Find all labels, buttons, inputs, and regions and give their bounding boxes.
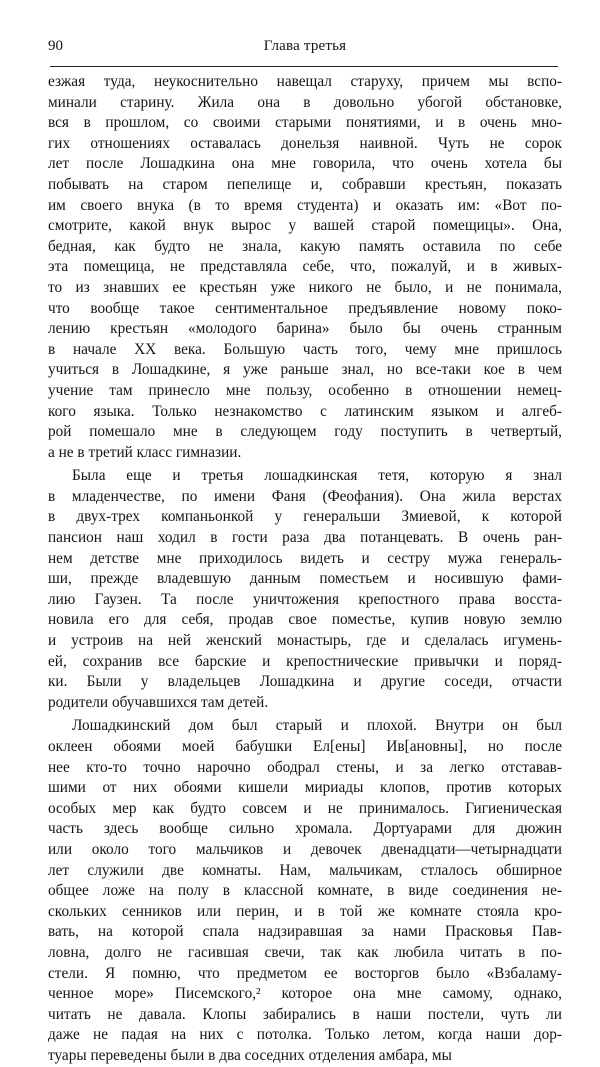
text-line: ченное море» Писемского,² которое она мне самому, однако, (48, 985, 562, 1003)
text-line: что вообще такое сентиментальное предъявление новому поко- (48, 299, 562, 317)
text-line: им своего внука (в то время студента) и оказать им: «Вот по- (48, 196, 562, 214)
text-line: кого языка. Только незнакомство с латинским языком и алгеб- (48, 402, 562, 420)
body-text (48, 72, 562, 1067)
page-number: 90 (48, 38, 63, 54)
text-line: рой помешало мне в следующем году поступить в четвертый, (48, 423, 562, 441)
text-line: смотрите, какой внук вырос у вашей старой помещицы». Она, (48, 217, 562, 235)
text-line: часть здесь вообще сильно хромала. Дортуарами для дюжин (48, 820, 562, 838)
text-line: родители обучавшихся там детей. (48, 693, 269, 711)
text-line: стели. Я помню, что предметом ее восторгов было «Взбаламу- (48, 964, 562, 982)
text-line: в младенчестве, по имени Фаня (Феофания). Она жила верстах (48, 487, 562, 505)
text-line: учение там принесло мне пользу, особенно в отношении немец- (48, 381, 562, 399)
text-line: и устроив на ней женский монастырь, где и сделалась игумень- (48, 632, 562, 650)
text-line: а не в третий класс гимназии. (48, 443, 242, 461)
text-line: туары переведены были в два соседних отделения амбара, мы (48, 1046, 452, 1064)
text-line: лет служили две комнаты. Нам, мальчикам, стлалось обширное (48, 861, 562, 879)
text-line: Была еще и третья лошадкинская тетя, которую я знал (72, 467, 562, 485)
text-line: вся в прошлом, со своими старыми понятиями, и в очень мно- (48, 114, 562, 132)
text-line: минали старину. Жила она в довольно убогой обстановке, (48, 93, 562, 111)
header-rule (50, 66, 558, 67)
paragraph (48, 466, 562, 713)
text-line: лию Гаузен. Та после уничтожения крепостного права восста- (48, 590, 562, 608)
text-line: особых мер как будто совсем и не принималось. Гигиеническая (48, 799, 562, 817)
text-line: ки. Были у владельцев Лошадкина и другие соседи, отчасти (48, 673, 562, 691)
text-line: нее кто-то точно нарочно ободрал стены, и за легко отставав- (48, 758, 562, 776)
text-line: бедная, как будто не знала, какую память оставила по себе (48, 237, 562, 255)
paragraph (48, 72, 562, 463)
text-line: ши, прежде владевшую данным поместьем и носившую фами- (48, 570, 562, 588)
text-line: в начале XX века. Большую часть того, чему мне пришлось (48, 340, 562, 358)
text-line: ей, сохранив все барские и крепостнические привычки и поряд- (48, 652, 562, 670)
text-line: побывать на старом пепелище и, собравши крестьян, показать (48, 175, 562, 193)
text-line: лет после Лошадкина она мне говорила, что очень хотела бы (48, 155, 562, 173)
text-line: гих отношениях оставалась донельзя наивной. Чуть не сорок (48, 134, 562, 152)
text-line: новила его для себя, продав свое поместье, купив новую землю (48, 611, 562, 629)
text-line: шими от них обоями кишели мириады клопов, против которых (48, 779, 562, 797)
text-line: лению крестьян «молодого барина» было бы очень странным (48, 320, 562, 338)
running-title: Глава третья (263, 38, 347, 54)
text-line: в двух-трех компаньонкой у генеральши Змиевой, к которой (48, 508, 562, 526)
text-line: Лошадкинский дом был старый и плохой. Внутри он был (72, 717, 562, 735)
text-line: эта помещица, не представляла себе, что, пожалуй, и в живых- (48, 258, 562, 276)
text-line: читать не давала. Клопы забирались в наши постели, чуть ли (48, 1005, 562, 1023)
text-line: общее ложе на полу в классной комнате, в виде соединения не- (48, 882, 562, 900)
text-line: скольких сенников или перин, и в той же комнате стояла кро- (48, 902, 562, 920)
text-line: оклеен обоями моей бабушки Ел[ены] Ив[ановны], но после (48, 738, 562, 755)
paragraph (48, 716, 562, 1066)
page-header (48, 36, 562, 60)
text-line: ловна, долго не гасившая свечи, так как любила читать в по- (48, 943, 562, 961)
text-line: даже не падая на них с потолка. Только летом, когда наши дор- (48, 1026, 562, 1044)
text-line: езжая туда, неукоснительно навещал старуху, причем мы вспо- (48, 73, 562, 90)
text-line: нем детстве мне приходилось видеть и сестру мужа генераль- (48, 549, 562, 567)
text-line: учиться в Лошадкине, я уже раньше знал, но все-таки кое в чем (48, 361, 562, 379)
text-line: вать, на которой спала надзиравшая за нами Прасковья Пав- (48, 923, 562, 941)
text-line: пансион наш ходил в гости раза два потанцевать. В очень ран- (48, 529, 562, 547)
text-line: то из знавших ее крестьян уже никого не было, и не понимала, (48, 278, 562, 296)
text-line: или около того мальчиков и девочек двенадцати—четырнадцати (48, 840, 562, 858)
